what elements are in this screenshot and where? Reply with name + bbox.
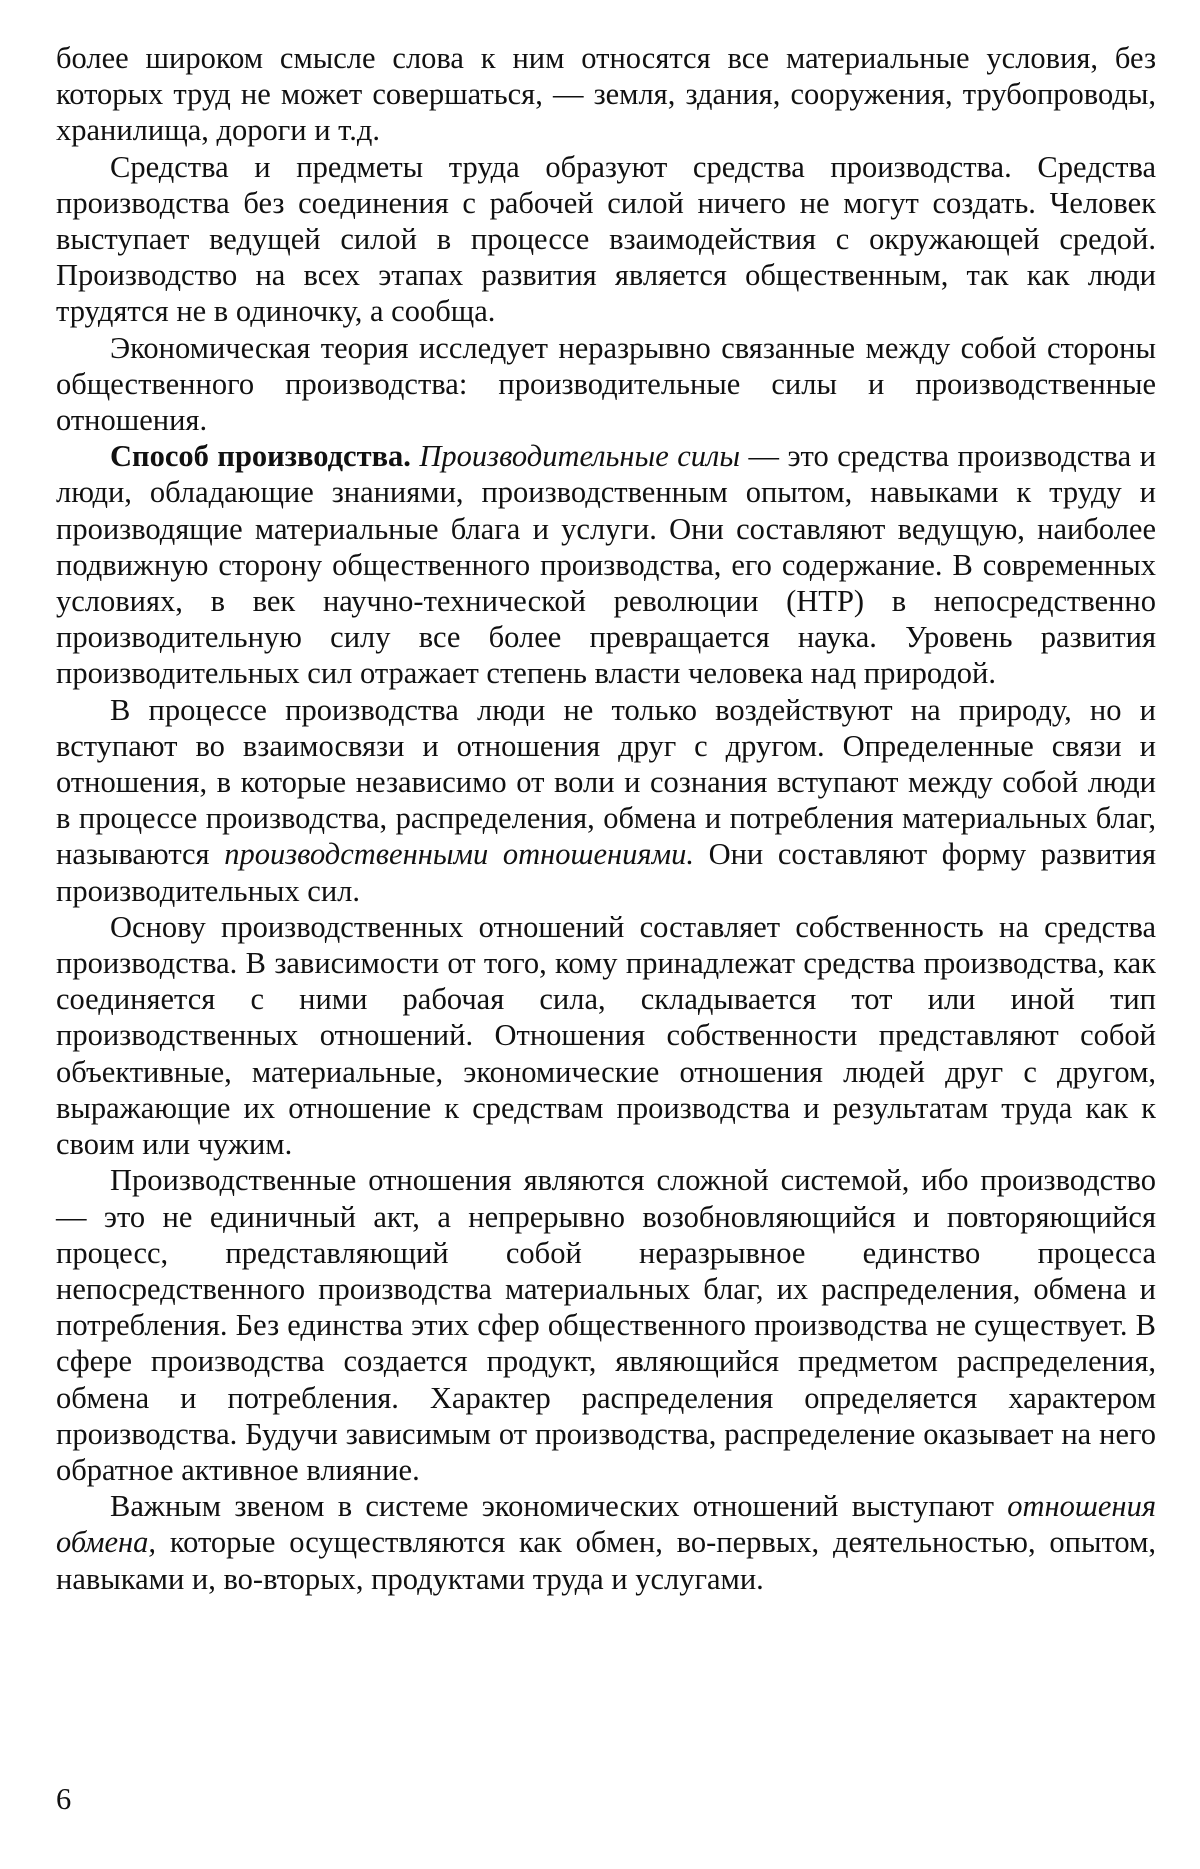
paragraph-4 [56, 438, 1156, 691]
paragraph-8-after: которые осуществляются как обмен, во-первых, деятельностью, опытом, навыками и, во-вторых, продуктами труда и услугами. [56, 1525, 1156, 1596]
term-exchange-relations: отношения обмена, [56, 1489, 1156, 1560]
section-heading: Способ производства. [110, 439, 411, 474]
paragraph-6: Основу производственных отношений составляет собственность на средства производства. В зависимости от того, кому принадлежат средства производства, как соединяется с ними рабочая сила, складывается тот или иной тип производственных отношений. Отношения собственности представляют собой объективные, материальные, экономические отношения людей друг с другом, выражающие их отношение к средствам производства и результатам труда как к своим или чужим. [56, 909, 1156, 1162]
page-body [56, 40, 1156, 1597]
paragraph-1: более широком смысле слова к ним относятся все материальные условия, без которых труд не может совершаться, — земля, здания, сооружения, трубопроводы, хранилища, дороги и т.д. [56, 41, 1156, 148]
paragraph-2: Средства и предметы труда образуют средства производства. Средства производства без соединения с рабочей силой ничего не могут создать. Человек выступает ведущей силой в процессе взаимодействия с окружающей средой. Производство на всех этапах развития является общественным, так как люди трудятся не в одиночку, а сообща. [56, 149, 1156, 329]
paragraph-3: Экономическая теория исследует неразрывно связанные между собой стороны общественного производства: производительные силы и производственные отношения. [56, 330, 1156, 438]
paragraph-4-text: — это средства производства и люди, обладающие знаниями, производственным опытом, навыками к труду и производящие материальные блага и услуги. Они составляют ведущую, наиболее подвижную сторону общественного производства, его содержание. В современных условиях, в век научно-технической революции (НТР) в непосредственно производительную силу все более превращается наука. Уровень развития производительных сил отражает степень власти человека над природой. [56, 439, 1156, 691]
paragraph-8 [56, 1488, 1156, 1597]
paragraph-7: Производственные отношения являются сложной системой, ибо производство — это не единичный акт, а непрерывно возобновляющийся и повторяющийся процесс, представляющий собой неразрывное единство процесса непосредственного производства материальных благ, их распределения, обмена и потребления. Без единства этих сфер общественного производства не существует. В сфере производства создается продукт, являющийся предметом распределения, обмена и потребления. Характер распределения определяется характером производства. Будучи зависимым от производства, распределение оказывает на него обратное активное влияние. [56, 1163, 1156, 1487]
term-production-relations: производственными отношениями. [224, 837, 694, 872]
paragraph-5 [56, 692, 1156, 909]
paragraph-5-before: В процессе производства люди не только воздействуют на природу, но и вступают во взаимосвязи и отношения друг с другом. Определенные связи и отношения, в которые независимо от воли и сознания вступают между собой люди в процессе производства, распределения, обмена и потребления материальных благ, называются [56, 692, 1156, 872]
paragraph-8-before: Важным звеном в системе экономических отношений выступают [110, 1489, 1008, 1524]
page-number: 6 [56, 1782, 72, 1816]
term-productive-forces: Производительные силы [419, 439, 740, 474]
paragraph-5-after: Они составляют форму развития производительных сил. [56, 837, 1156, 908]
